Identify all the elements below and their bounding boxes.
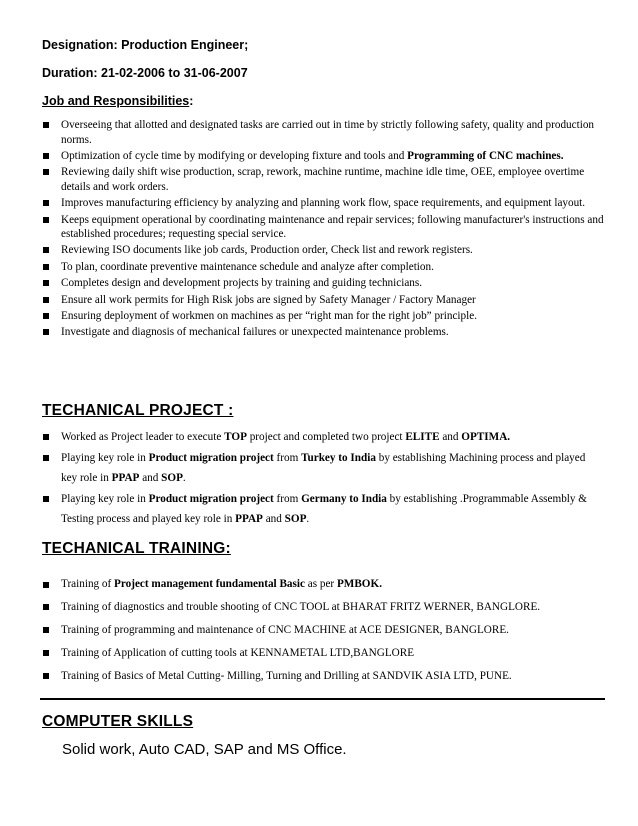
bullet-icon bbox=[43, 673, 49, 679]
bullet-icon bbox=[43, 582, 49, 588]
list-item-text: from bbox=[273, 492, 302, 505]
list-item-bold-text: PMBOK. bbox=[336, 578, 382, 590]
list-item bbox=[42, 293, 604, 308]
technical-project-heading: TECHANICAL PROJECT : bbox=[42, 402, 234, 419]
list-item bbox=[42, 489, 604, 530]
list-item-text: Playing key role in bbox=[61, 451, 149, 464]
list-item bbox=[42, 600, 604, 615]
list-item-text: and bbox=[439, 431, 462, 443]
list-item-bold-text: PPAP bbox=[111, 472, 140, 484]
technical-project-list bbox=[42, 427, 604, 530]
list-item-text: by establishing Machining process and played key role in bbox=[61, 451, 586, 484]
duration-line: Duration: 21-02-2006 to 31-06-2007 bbox=[42, 66, 248, 80]
bullet-icon bbox=[43, 313, 49, 319]
list-item bbox=[42, 260, 604, 275]
list-item-bold-text: Programming of CNC machines. bbox=[407, 149, 564, 162]
bullet-icon bbox=[43, 169, 49, 175]
list-item bbox=[42, 276, 604, 291]
list-item-bold-text: TOP bbox=[224, 431, 247, 443]
bullet-icon bbox=[43, 650, 49, 656]
bullet-icon bbox=[43, 122, 49, 128]
list-item bbox=[42, 213, 604, 242]
bullet-icon bbox=[43, 627, 49, 633]
list-item-text: Training of Basics of Metal Cutting- Milling, Turning and Drilling at SANDVIK ASIA LTD, PUNE. bbox=[61, 669, 512, 682]
list-item-bold-text: OPTIMA. bbox=[461, 431, 511, 443]
bullet-icon bbox=[43, 264, 49, 270]
list-item-text: Reviewing ISO documents like job cards, Production order, Check list and rework registers. bbox=[61, 244, 473, 257]
bullet-icon bbox=[43, 455, 49, 461]
section-divider bbox=[40, 698, 605, 700]
computer-skills-heading: COMPUTER SKILLS bbox=[42, 713, 194, 730]
bullet-icon bbox=[43, 434, 49, 440]
bullet-icon bbox=[43, 280, 49, 286]
technical-training-heading: TECHANICAL TRAINING: bbox=[42, 540, 231, 557]
list-item bbox=[42, 448, 604, 489]
list-item-bold-text: PPAP bbox=[235, 513, 263, 525]
bullet-icon bbox=[43, 329, 49, 335]
list-item-text: Training of programming and maintenance of CNC MACHINE at ACE DESIGNER, BANGLORE. bbox=[61, 623, 509, 636]
list-item bbox=[42, 669, 604, 684]
list-item bbox=[42, 325, 604, 340]
list-item-text: Training of Application of cutting tools at KENNAMETAL LTD,BANGLORE bbox=[61, 646, 415, 659]
responsibilities-heading bbox=[42, 94, 193, 108]
list-item bbox=[42, 623, 604, 638]
responsibilities-list bbox=[42, 118, 604, 342]
bullet-icon bbox=[43, 200, 49, 206]
list-item-text: Training of bbox=[61, 578, 115, 590]
list-item-text: Playing key role in bbox=[61, 492, 149, 505]
responsibilities-heading-colon: : bbox=[189, 94, 194, 108]
list-item-text: To plan, coordinate preventive maintenance schedule and analyze after completion. bbox=[61, 260, 434, 273]
list-item-bold-text: SOP bbox=[161, 472, 183, 484]
bullet-icon bbox=[43, 496, 49, 502]
list-item-bold-text: Turkey to India bbox=[301, 451, 376, 464]
list-item bbox=[42, 243, 604, 258]
list-item-bold-text: Germany to India bbox=[301, 492, 387, 505]
list-item-text: as per bbox=[304, 578, 337, 590]
list-item-bold-text: Project management fundamental Basic bbox=[114, 578, 305, 590]
bullet-icon bbox=[43, 604, 49, 610]
list-item-bold-text: Product migration project bbox=[148, 492, 274, 505]
responsibilities-heading-text: Job and Responsibilities bbox=[42, 94, 190, 108]
list-item-text: and bbox=[139, 472, 162, 484]
technical-training-list bbox=[42, 577, 604, 691]
list-item-text: . bbox=[306, 513, 310, 525]
list-item-text: and bbox=[262, 513, 285, 525]
list-item-text: Keeps equipment operational by coordinating maintenance and repair services; following manufacturer's instructions and established procedures; requesting special service. bbox=[61, 213, 604, 241]
list-item bbox=[42, 149, 604, 164]
bullet-icon bbox=[43, 217, 49, 223]
bullet-icon bbox=[43, 153, 49, 159]
list-item-text: Ensuring deployment of workmen on machines as per “right man for the right job” principle. bbox=[61, 310, 478, 323]
list-item-bold-text: ELITE bbox=[405, 431, 440, 443]
computer-skills-text: Solid work, Auto CAD, SAP and MS Office. bbox=[62, 741, 347, 758]
list-item bbox=[42, 165, 604, 194]
list-item-text: Ensure all work permits for High Risk jobs are signed by Safety Manager / Factory Manager bbox=[61, 293, 476, 306]
list-item bbox=[42, 577, 604, 592]
list-item-text: Reviewing daily shift wise production, scrap, rework, machine runtime, machine idle time, OEE, employee overtime details and work orders. bbox=[61, 166, 585, 193]
list-item bbox=[42, 118, 604, 147]
bullet-icon bbox=[43, 247, 49, 253]
list-item bbox=[42, 309, 604, 324]
designation-line: Designation: Production Engineer; bbox=[42, 38, 249, 52]
list-item-text: Improves manufacturing efficiency by analyzing and planning work flow, space requirements, and equipment layout. bbox=[61, 197, 586, 210]
list-item-text: Optimization of cycle time by modifying or developing fixture and tools and bbox=[61, 149, 408, 162]
list-item-text: by establishing .Programmable Assembly & Testing process and played key role in bbox=[61, 492, 587, 525]
list-item-text: Completes design and development projects by training and guiding technicians. bbox=[61, 277, 423, 290]
list-item bbox=[42, 646, 604, 661]
bullet-icon bbox=[43, 297, 49, 303]
list-item-text: Worked as Project leader to execute bbox=[61, 431, 225, 443]
list-item-bold-text: SOP bbox=[284, 513, 307, 525]
list-item-text: Investigate and diagnosis of mechanical failures or unexpected maintenance problems. bbox=[61, 326, 449, 339]
list-item-text: project and completed two project bbox=[246, 431, 406, 443]
list-item bbox=[42, 427, 604, 448]
list-item-bold-text: Product migration project bbox=[148, 451, 274, 464]
list-item-text: Overseeing that allotted and designated tasks are carried out in time by strictly following safety, quality and production norms. bbox=[61, 119, 595, 146]
list-item-text: from bbox=[273, 451, 302, 464]
list-item-text: . bbox=[182, 472, 186, 484]
list-item-text: Training of diagnostics and trouble shooting of CNC TOOL at BHARAT FRITZ WERNER, BANGLORE. bbox=[61, 600, 541, 613]
list-item bbox=[42, 196, 604, 211]
